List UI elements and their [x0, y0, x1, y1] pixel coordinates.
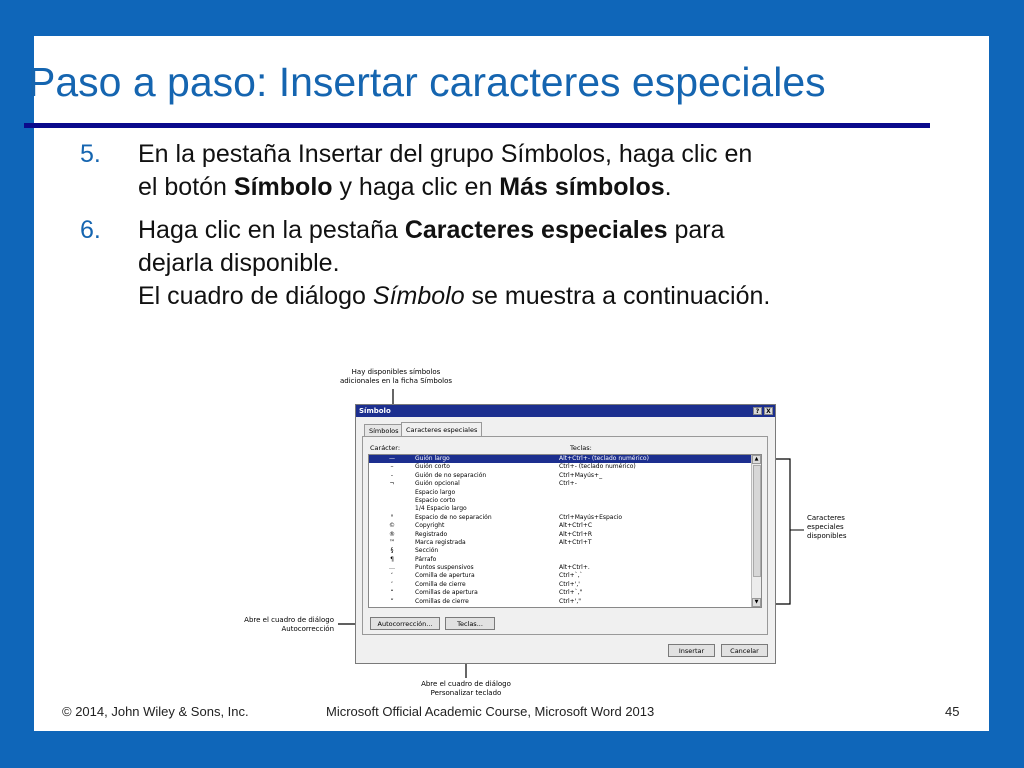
list-item[interactable]: [369, 455, 761, 463]
list-item[interactable]: [369, 581, 761, 589]
char-name: Párrafo: [415, 555, 437, 563]
step-number: 6.: [80, 216, 101, 244]
close-button[interactable]: X: [764, 407, 773, 415]
char-name: Sección: [415, 547, 439, 555]
annotation-line: Caracteres: [807, 514, 845, 522]
char-shortcut: Alt+Ctrl+C: [559, 522, 593, 530]
char-name: Copyright: [415, 522, 445, 530]
char-name: Espacio de no separación: [415, 513, 492, 521]
list-item[interactable]: [369, 489, 761, 497]
list-item[interactable]: [369, 480, 761, 488]
char-name: Guión largo: [415, 455, 450, 462]
char-name: Espacio largo: [415, 488, 456, 496]
column-header-character: Carácter:: [370, 444, 401, 452]
special-characters-panel: [362, 436, 768, 635]
list-item[interactable]: [369, 522, 761, 530]
char-shortcut: Alt+Ctrl+T: [559, 538, 592, 546]
char-symbol: —: [389, 455, 395, 462]
list-item[interactable]: [369, 589, 761, 597]
char-symbol: ®: [389, 530, 395, 538]
page-number: 45: [945, 704, 960, 719]
list-item[interactable]: [369, 556, 761, 564]
step-text: El cuadro de diálogo: [138, 282, 373, 310]
annotation-line: Abre el cuadro de diálogo: [244, 616, 334, 624]
step-text: .: [664, 173, 672, 201]
char-shortcut: Ctrl+`,": [559, 589, 583, 597]
char-name: Comillas de apertura: [415, 589, 478, 597]
char-shortcut: Ctrl+-: [559, 480, 577, 488]
cancel-button[interactable]: Cancelar: [721, 644, 768, 657]
char-symbol: ‘: [391, 572, 393, 580]
char-shortcut: Alt+Ctrl+.: [559, 564, 590, 572]
step-text: y haga clic en: [332, 173, 500, 201]
list-item[interactable]: [369, 598, 761, 606]
char-symbol: ©: [389, 522, 395, 530]
char-name: Espacio corto: [415, 496, 456, 504]
char-name: Guión corto: [415, 463, 450, 471]
char-symbol: …: [389, 564, 395, 572]
list-item[interactable]: [369, 497, 761, 505]
step-text: Haga clic en la pestaña: [138, 216, 405, 244]
char-symbol: –: [390, 463, 394, 471]
char-name: Guión opcional: [415, 480, 460, 488]
list-item[interactable]: [369, 463, 761, 471]
keys-button[interactable]: Teclas...: [445, 617, 495, 630]
step-bold-text: Más símbolos: [499, 173, 665, 201]
char-symbol: ¬: [389, 480, 395, 488]
special-characters-list[interactable]: [368, 454, 762, 608]
list-item[interactable]: [369, 564, 761, 572]
char-shortcut: Alt+Ctrl+- (teclado numérico): [559, 455, 649, 462]
char-symbol: ’: [391, 580, 393, 588]
char-shortcut: Ctrl+`,`: [559, 572, 583, 580]
insert-button[interactable]: Insertar: [668, 644, 715, 657]
tab-symbols[interactable]: Símbolos: [364, 424, 404, 437]
char-name: 1/4 Espacio largo: [415, 505, 467, 513]
step-text: el botón: [138, 173, 234, 201]
tab-special-characters[interactable]: Caracteres especiales: [401, 422, 482, 437]
footer-copyright: © 2014, John Wiley & Sons, Inc.: [62, 704, 249, 719]
annotation-line: Autocorrección: [281, 625, 334, 633]
step-text: dejarla disponible.: [138, 249, 340, 277]
char-name: Guión de no separación: [415, 471, 487, 479]
footer-course: Microsoft Official Academic Course, Microsoft Word 2013: [326, 704, 655, 719]
column-header-keys: Teclas:: [570, 444, 592, 452]
list-item[interactable]: [369, 539, 761, 547]
step-number: 5.: [80, 140, 101, 168]
annotation-line: especiales: [807, 523, 844, 531]
list-item[interactable]: [369, 531, 761, 539]
char-name: Registrado: [415, 530, 448, 538]
annotation-line: disponibles: [807, 532, 847, 540]
list-item[interactable]: [369, 514, 761, 522]
char-name: Comillas de cierre: [415, 597, 469, 605]
annotation-line: Hay disponibles símbolos: [351, 368, 441, 376]
slide-title: Paso a paso: Insertar caracteres especiales: [28, 59, 826, 105]
annotation-line: adicionales en la ficha Símbolos: [339, 377, 453, 385]
list-rows: [369, 455, 761, 606]
annotation-line: Personalizar teclado: [430, 689, 502, 697]
char-symbol: ”: [390, 597, 394, 605]
list-item[interactable]: [369, 547, 761, 555]
help-button[interactable]: ?: [753, 407, 762, 415]
char-shortcut: Ctrl+Mayús+_: [559, 471, 603, 479]
char-symbol: “: [390, 589, 394, 597]
scroll-down-button[interactable]: ▼: [752, 598, 761, 607]
list-item[interactable]: [369, 472, 761, 480]
char-name: Puntos suspensivos: [415, 564, 474, 572]
step-bold-text: Símbolo: [233, 173, 333, 201]
char-name: Marca registrada: [415, 538, 466, 546]
autocorrect-button[interactable]: Autocorrección...: [370, 617, 440, 630]
char-symbol: §: [390, 547, 394, 555]
step-italic-text: Símbolo: [372, 282, 465, 310]
char-shortcut: Ctrl+',": [559, 597, 582, 605]
list-item[interactable]: [369, 572, 761, 580]
dialog-title: Símbolo: [359, 407, 391, 415]
char-shortcut: Ctrl+Mayús+Espacio: [559, 513, 623, 521]
char-shortcut: Ctrl+',': [559, 580, 580, 588]
step-text: para: [667, 216, 725, 244]
dialog-titlebar: [356, 405, 775, 417]
char-symbol: -: [390, 471, 394, 479]
char-name: Comilla de apertura: [415, 572, 475, 580]
char-symbol: ™: [389, 538, 395, 546]
char-name: Comilla de cierre: [415, 580, 466, 588]
step-text: En la pestaña Insertar del grupo Símbolos, haga clic en: [138, 140, 753, 168]
list-item[interactable]: [369, 505, 761, 513]
scroll-thumb[interactable]: [753, 465, 761, 577]
annotation-line: Abre el cuadro de diálogo: [421, 680, 511, 688]
char-shortcut: Alt+Ctrl+R: [559, 530, 593, 538]
char-symbol: ¶: [390, 555, 394, 563]
symbol-dialog: [355, 404, 776, 664]
char-symbol: °: [390, 513, 394, 521]
char-shortcut: Ctrl+- (teclado numérico): [559, 463, 636, 471]
step-bold-text: Caracteres especiales: [404, 216, 668, 244]
step-text: se muestra a continuación.: [464, 282, 771, 310]
scroll-up-button[interactable]: ▲: [752, 455, 761, 464]
list-scrollbar[interactable]: [751, 455, 761, 607]
